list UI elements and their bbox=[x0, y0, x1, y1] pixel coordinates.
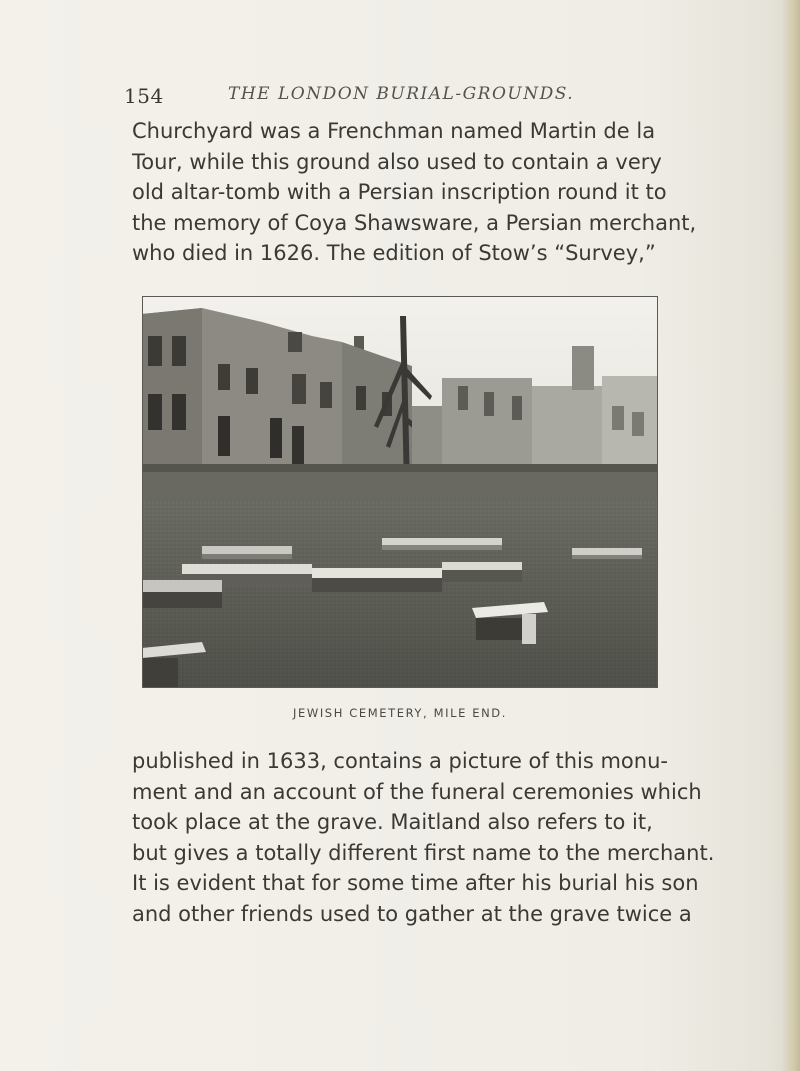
text-line: Tour, while this ground also used to contain a very bbox=[132, 149, 662, 174]
text-line: who died in 1626. The edition of Stow’s “Survey,” bbox=[132, 241, 656, 265]
text-line: published in 1633, contains a picture of this monu- bbox=[132, 749, 668, 773]
paragraph-bottom bbox=[132, 746, 715, 929]
page-header bbox=[124, 84, 684, 108]
paragraph-top bbox=[132, 116, 697, 269]
cemetery-photograph bbox=[142, 296, 658, 688]
page-number: 154 bbox=[124, 84, 164, 108]
text-line: Churchyard was a Frenchman named Martin de la bbox=[132, 119, 656, 143]
figure-caption: JEWISH CEMETERY, MILE END. bbox=[292, 706, 507, 720]
page-edge-shadow bbox=[782, 0, 800, 1071]
text-line: but gives a totally different first name to the merchant. bbox=[132, 840, 715, 865]
text-line: old altar-tomb with a Persian inscription round it to bbox=[132, 180, 667, 204]
running-title: THE LONDON BURIAL-GROUNDS. bbox=[228, 84, 575, 104]
text-line: ment and an account of the funeral ceremonies which bbox=[132, 779, 702, 804]
text-line: It is evident that for some time after his burial his son bbox=[132, 871, 699, 895]
text-line: took place at the grave. Maitland also refers to it, bbox=[132, 810, 653, 834]
text-line: and other friends used to gather at the grave twice a bbox=[132, 901, 692, 926]
text-line: the memory of Coya Shawsware, a Persian merchant, bbox=[132, 210, 697, 235]
